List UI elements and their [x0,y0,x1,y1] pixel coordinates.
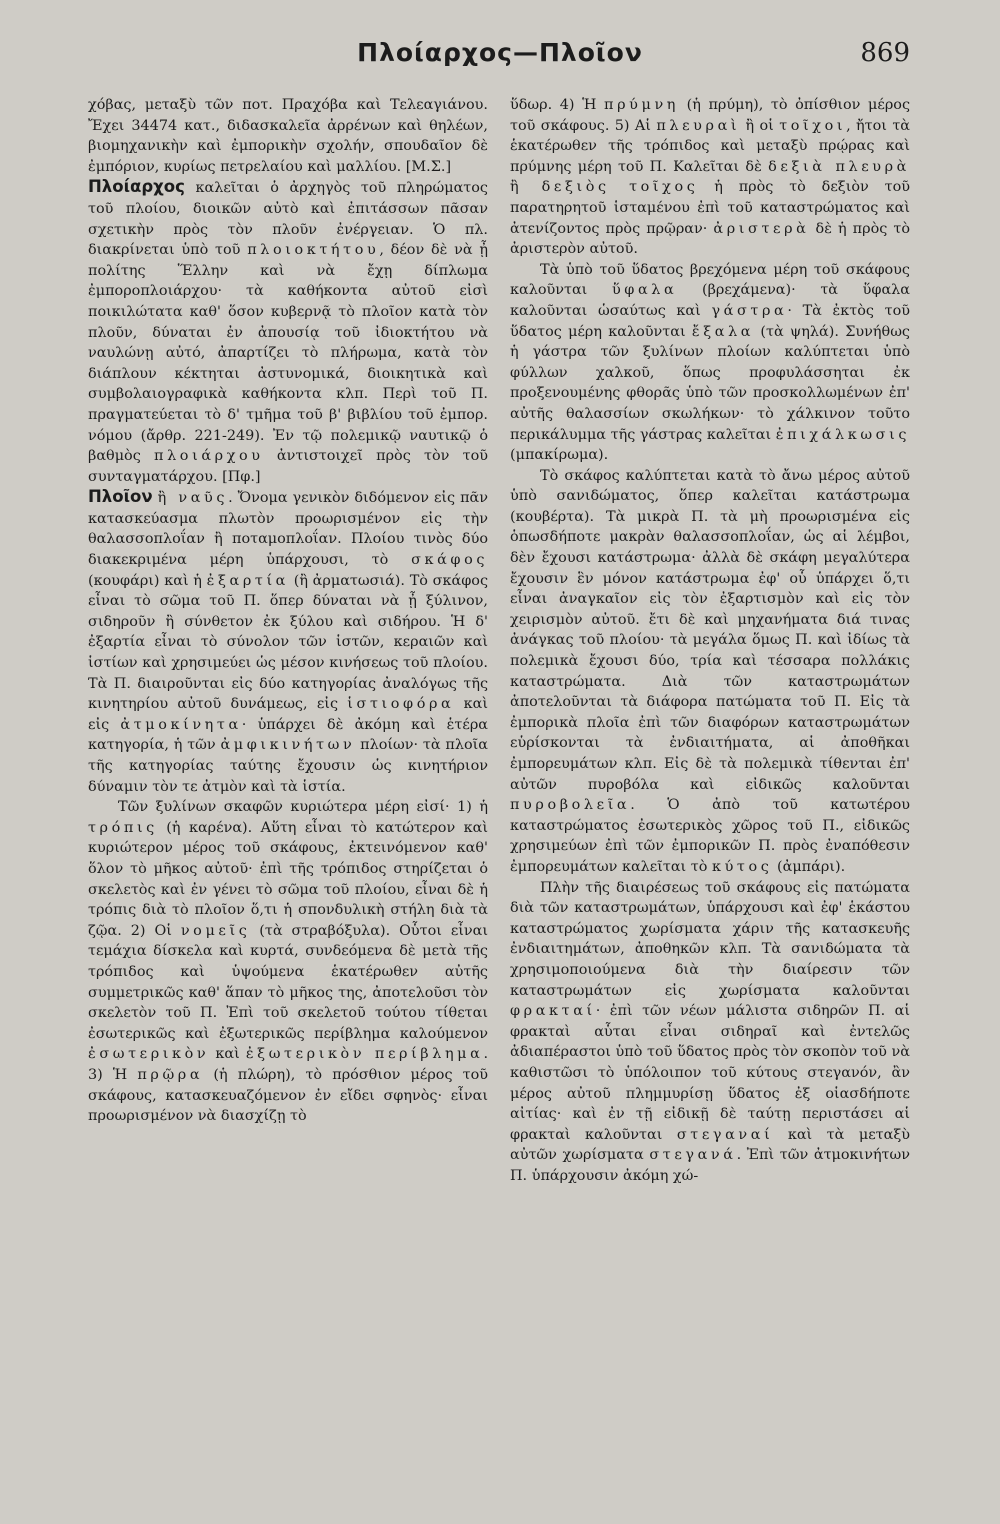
text: · ἐπὶ τῶν νέων μάλιστα σιδηρῶν Π. αἱ φρακταὶ αὗται εἶναι σιδηραῖ καὶ ἐντελῶς ἀδιαπέραστοι ὑπὸ τοῦ ὕδατος πρὸς τὸν σκοπὸν τοῦ νὰ καθιστῶσι τὸ ὑπόλοιπον τοῦ κύτους στεγανόν, ἂν μέρος αὐτοῦ πλημμυρίσῃ ὕδατος ἐξ οἱασδήποτε αἰτίας· καὶ ἐν τῇ εἰδικῇ δὲ ταύτῃ περιστάσει αἱ φρακταὶ καλοῦνται [510,1003,910,1143]
spaced-term: ἀριστερὰ [713,220,810,237]
spaced-term: γάστρα [711,302,788,319]
page-header [90,38,910,82]
text: ἡ πρὸς τὸ δεξιὸν τοῦ παρατηρητοῦ ἱσταμένου ἐπὶ τοῦ καταστρώματος καὶ ἀτενίζοντος πρὸς πρῷραν· [510,179,910,237]
spaced-term: νομεῖς [180,922,251,939]
text: (ἀμπάρι). [777,858,846,875]
page-number: 869 [860,38,910,68]
text: . Ὁ ἀπὸ τοῦ κατωτέρου καταστρώματος ἐσωτερικὸς χῶρος τοῦ Π., εἰδικῶς χρησιμεύων ἐπὶ τῶν ἐμπορικῶν Π. πρὸς ἐναπόθεσιν ἐμπορευμάτων καλεῖται τὸ [510,797,910,875]
paragraph [510,878,910,1187]
spaced-term: ἱστιοφόρα [347,696,455,713]
text: ὕδωρ. 4) Ἡ [510,97,597,113]
text: (κουφάρι) καὶ ἡ [88,572,202,589]
text: Πλὴν τῆς διαιρέσεως τοῦ σκάφους εἰς πατώματα διὰ τῶν καταστρωμάτων, ὑπάρχουσι καὶ ἐφ' ἑκάστου καταστρώματος χωρίσματα χάριν τῆς κατασκευῆς ἐνδιαιτημάτων, ἀποθηκῶν κλπ. Τὰ σανιδώματα τὰ χρησιμοποιούμενα διὰ τὴν διαίρεσιν τῶν καταστρωμάτων εἰς χωρίσματα καλοῦνται [510,879,910,999]
spaced-term: πλοιάρχου [154,448,264,465]
spaced-term: ἀμφικινήτων [220,737,356,754]
paragraph-continuation [510,95,910,260]
spaced-term: πρῷρα [137,1066,204,1083]
text: . Ἐπὶ τῶν ἀτμοκινήτων Π. ὑπάρχουσιν ἀκόμη χώ- [510,1147,910,1184]
text: Τῶν ξυλίνων σκαφῶν κυριώτερα μέρη εἰσί· 1) ἡ [118,799,488,816]
text: (ἡ καρένα). Αὕτη εἶναι τὸ κατώτερον καὶ κυριώτερον μέρος τοῦ σκάφους, ἐκτεινόμενον καθ' ὅλον τὸ μῆκος αὐτοῦ· ἐπὶ τῆς τρόπιδος στηρίζεται ὁ σκελετὸς καὶ ἐν γένει τὸ σῶμα τοῦ πλοίου, εἶναι δὲ ἡ τρόπις διὰ τὸ πλοῖον ὅ,τι ἡ σπονδυλικὴ στήλη διὰ τὰ ζῷα. 2) Οἱ [88,819,488,939]
text: · Τὰ ἐκτὸς τοῦ ὕδατος μέρη καλοῦνται [510,302,910,340]
text: (μπακίρωμα). [510,447,609,464]
spaced-term: ἐπιχάλκωσις [775,426,910,443]
text: (ἡ πρύμη), τὸ ὀπίσθιον μέρος τοῦ σκάφους. 5) Αἱ [510,97,910,134]
spaced-term: στεγανά [649,1147,737,1164]
left-column [88,95,488,1495]
text: χόβας, μεταξὺ τῶν ποτ. Πραχόβα καὶ Τελεαγιάνου. Ἔχει 34474 κατ., διδασκαλεῖα ἀρρένων καὶ θηλέων, βιομηχανικὴν καὶ ἐμπορικὴν σχολήν, σπουδαῖον δὲ ἐμπόριον, κυρίως πετρελαίου καὶ μαλλίου. [Μ.Σ.] [88,97,488,175]
text: · ὑπάρχει δὲ ἀκόμη καὶ ἑτέρα κατηγορία, ἡ τῶν [88,716,488,754]
text: (τὰ στραβόξυλα). Οὗτοι εἶναι τεμάχια δίσκελα καὶ κυρτά, συνδεόμενα δὲ μετὰ τῆς τρόπιδος καὶ ὑψούμενα ἑκατέρωθεν αὐτῆς συμμετρικῶς καθ' ἅπαν τὸ μῆκος της, ἀποτελοῦσι τὸν σκελετὸν τοῦ Π. Ἐπὶ τοῦ σκελετοῦ τούτου τίθεται ἐσωτερικῶς καὶ ἐξωτερικῶς περίβλημα καλούμενον [88,922,488,1042]
paragraph-continuation [88,95,488,177]
spaced-term: ὕφαλα [611,282,678,299]
text: , ἤτοι τὰ ἑκατέρωθεν τῆς τρόπιδος καὶ μεταξὺ πρῴρας καὶ πρύμνης μέρη τοῦ Π. Καλεῖται δὲ [510,117,910,175]
text: Τὸ σκάφος καλύπτεται κατὰ τὸ ἄνω μέρος αὐτοῦ ὑπὸ σανιδώματος, ὅπερ καλεῖται κατάστρωμα (κουβέρτα). Τὰ μικρὰ Π. τὰ μὴ προωρισμένα εἰς ὁπωσδήποτε μακρὰν θαλασσοπλοΐαν, ὡς αἱ λέμβοι, δὲν ἔχουσι κατάστρωμα· ἀλλὰ δὲ σκάφη μεγαλύτερα ἔχουσιν ἓν μόνον κατάστρωμα ἐφ' οὗ ὑπάρχει ὅ,τι εἶναι ἀναγκαῖον εἰς τὸν ἐξαρτισμὸν καὶ εἰς τὸν χειρισμὸν αὐτοῦ. ἔτι δὲ καὶ μηχανήματα διά τινας ἀνάγκας τοῦ πλοίου· τὰ μεγάλα ὅμως Π. καὶ ἰδίως τὰ πολεμικὰ ἔχουσι δύο, τρία καὶ τέσσαρα πολλάκις καταστρώματα. Διὰ τῶν καταστρωμάτων ἀποτελοῦνται τὰ διάφορα πατώματα τοῦ Π. Εἰς τὰ ἐμπορικὰ πλοῖα ἐπὶ τῶν διαφόρων καταστρωμάτων εὑρίσκονται τὰ ἐνδιαιτήματα, αἱ ἀποθῆκαι ἐμπορευμάτων κλπ. Εἰς δὲ τὰ πολεμικὰ τίθενται ἐπ' αὐτῶν πυροβόλα καὶ εἰδικῶς καλοῦνται [510,467,910,793]
text: καὶ εἰς [88,696,488,733]
entry-ploiarchos [88,177,488,487]
spaced-term: ἢ ναῦς [157,490,229,507]
text: (τὰ ψηλά). Συνήθως ἡ γάστρα τῶν ξυλίνων πλοίων καλύπτεται ὑπὸ φύλλων χαλκοῦ, ὅπως προφυλάσσηται ἐκ προξενουμένης φθορᾶς ὑπὸ τῶν προσκολλωμένων ἐπ' αὐτῆς θαλασσίων σκωλήκων· τὸ χάλκινον τοῦτο περικάλυμμα τῆς γάστρας καλεῖται [510,323,910,443]
text: , δέον δὲ νὰ ᾖ πολίτης Ἕλλην καὶ νὰ ἔχῃ δίπλωμα ἐμποροπλοιάρχου· τὰ καθήκοντα αὐτοῦ εἰσὶ ποικιλώτατα καθ' ὅσον κυβερνᾷ τὸ πλοῖον κατὰ τὸν πλοῦν, δύναται ἐν ἀπουσίᾳ τοῦ ἰδιοκτήτου νὰ ναυλώνῃ αὐτό, ἀπαρτίζει τὸ πλήρωμα, κατὰ τὸν διάπλουν κέκτηται ἀστυνομικά, διοικητικὰ καὶ συμβολαιογραφικὰ καθήκοντα κλπ. Περὶ τοῦ Π. πραγματεύεται τὸ δ' τμῆμα τοῦ β' βιβλίου τοῦ ἐμπορ. νόμου (ἄρθρ. 221-249). Ἐν τῷ πολεμικῷ ναυτικῷ ὁ βαθμὸς [88,242,488,465]
text: καὶ [215,1046,240,1063]
text: (ἡ πλώρη), τὸ πρόσθιον μέρος τοῦ σκάφους, κατασκευαζόμενον ἐν εἴδει σφηνὸς· εἶναι προωρισμένον νὰ διασχίζῃ τὸ [88,1066,488,1125]
spaced-term: πλευραὶ [656,117,741,134]
text: καὶ τὰ μεταξὺ αὐτῶν χωρίσματα [510,1126,910,1164]
spaced-term: ἀτμοκίνητα [120,716,242,733]
text: ἀντιστοιχεῖ πρὸς τὸν τοῦ συνταγματάρχου. [Πφ.] [88,448,488,485]
entry-ploion [88,487,488,797]
text: (ἢ ἀρματωσιά). Τὸ σκάφος εἶναι τὸ σῶμα τοῦ Π. ὅπερ δύναται νὰ ᾖ ξύλινον, σιδηροῦν ἢ σύνθετον ἐκ ξύλου καὶ σιδήρου. Ἡ δ' ἐξαρτία εἶναι τὸ σύνολον τῶν ἱστῶν, κεραιῶν καὶ ἱστίων καὶ χρησιμεύει ὡς μέσον κινήσεως τοῦ πλοίου. Τὰ Π. διαιροῦνται εἰς δύο κατηγορίας ἀναλόγως τῆς κινητηρίου αὐτοῦ δυνάμεως, εἰς [88,572,488,713]
text: . Ὄνομα γενικὸν διδόμενον εἰς πᾶν κατασκεύασμα πλωτὸν προωρισμένον εἰς τὴν θαλασσοπλοΐαν ἢ ποταμοπλοΐαν. Πλοίου τινὸς δύο διακεκριμένα μέρη ὑπάρχουσι, τὸ [88,490,488,569]
text: ἢ οἱ [745,117,774,134]
paragraph [510,466,910,878]
right-column [510,95,910,1495]
spaced-term: τοῖχοι [779,117,847,134]
text: Τὰ ὑπὸ τοῦ ὕδατος βρεχόμενα μέρη τοῦ σκάφους καλοῦνται [510,261,910,299]
text: . 3) Ἡ [88,1046,488,1083]
spaced-term: φρακταί [510,1003,596,1020]
spaced-term: ἐξωτερικὸν περίβλημα [245,1046,484,1063]
spaced-term: κύτος [711,858,773,875]
text-columns [88,95,910,1495]
running-head: Πλοίαρχος—Πλοῖον [357,38,643,67]
spaced-term: πρύμνη [604,97,680,113]
paragraph [510,260,910,466]
spaced-term: πλοιοκτήτου [247,242,380,259]
spaced-term: στεγαναί [676,1126,774,1143]
headword: Πλοίαρχος [88,177,185,197]
text: (βρεχάμενα)· τὰ ὕφαλα καλοῦνται ὡσαύτως καὶ [510,282,910,319]
spaced-term: σκάφος [411,552,488,569]
spaced-term: ἐξαρτία [206,572,290,589]
spaced-term: ἔξαλα [691,323,755,340]
spaced-term: πυροβολεῖα [510,797,631,814]
spaced-term: δεξιὰ πλευρὰ ἢ δεξιὸς τοῖχος [510,158,910,196]
text: καλεῖται ὁ ἀρχηγὸς τοῦ πληρώματος τοῦ πλοίου, διοικῶν αὐτὸ καὶ ἐπιτάσσων πᾶσαν σχετικὴν πρὸς τὸν πλοῦν ἐνέργειαν. Ὁ πλ. διακρίνεται ὑπὸ τοῦ [88,180,488,259]
spaced-term: ἐσωτερικὸν [88,1046,210,1063]
headword: Πλοῖον [88,487,153,507]
text: πλοίων· τὰ πλοῖα τῆς κατηγορίας ταύτης ἔχουσιν ὡς κινητήριον δύναμιν τὸν τε ἀτμὸν καὶ τὰ ἱστία. [88,737,488,795]
spaced-term: τρόπις [88,819,158,836]
paragraph [88,797,488,1127]
text: δὲ ἡ πρὸς τὸ ἀριστερὸν αὐτοῦ. [510,220,910,258]
